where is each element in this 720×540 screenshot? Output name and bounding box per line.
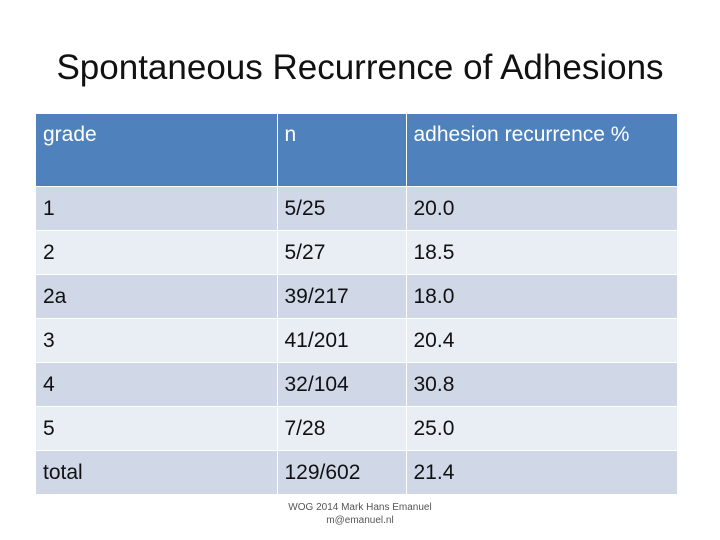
cell-recurrence: 20.4 <box>406 318 677 362</box>
cell-recurrence: 25.0 <box>406 406 677 450</box>
cell-grade: 4 <box>36 362 277 406</box>
table-row <box>36 274 677 318</box>
cell-n: 5/27 <box>277 230 406 274</box>
cell-grade: 5 <box>36 406 277 450</box>
slide-footer <box>240 501 480 527</box>
table-header-row <box>36 114 677 186</box>
header-grade: grade <box>36 114 277 186</box>
adhesion-table <box>36 114 677 495</box>
header-recurrence: adhesion recurrence % <box>406 114 677 186</box>
cell-n: 32/104 <box>277 362 406 406</box>
cell-grade: 3 <box>36 318 277 362</box>
cell-recurrence: 18.0 <box>406 274 677 318</box>
cell-grade: 2 <box>36 230 277 274</box>
footer-credit: WOG 2014 Mark Hans Emanuel <box>288 502 432 513</box>
cell-grade: total <box>36 450 277 494</box>
table-row <box>36 406 677 450</box>
cell-n: 41/201 <box>277 318 406 362</box>
slide-title: Spontaneous Recurrence of Adhesions <box>56 48 664 87</box>
cell-recurrence: 30.8 <box>406 362 677 406</box>
table-row-total <box>36 450 677 494</box>
cell-grade: 1 <box>36 186 277 230</box>
table-row <box>36 230 677 274</box>
table-row <box>36 318 677 362</box>
header-n: n <box>277 114 406 186</box>
cell-recurrence: 21.4 <box>406 450 677 494</box>
cell-n: 129/602 <box>277 450 406 494</box>
cell-n: 39/217 <box>277 274 406 318</box>
table-row <box>36 362 677 406</box>
cell-n: 7/28 <box>277 406 406 450</box>
cell-grade: 2a <box>36 274 277 318</box>
cell-n: 5/25 <box>277 186 406 230</box>
cell-recurrence: 18.5 <box>406 230 677 274</box>
table-row <box>36 186 677 230</box>
footer-email: m@emanuel.nl <box>326 515 394 526</box>
cell-recurrence: 20.0 <box>406 186 677 230</box>
